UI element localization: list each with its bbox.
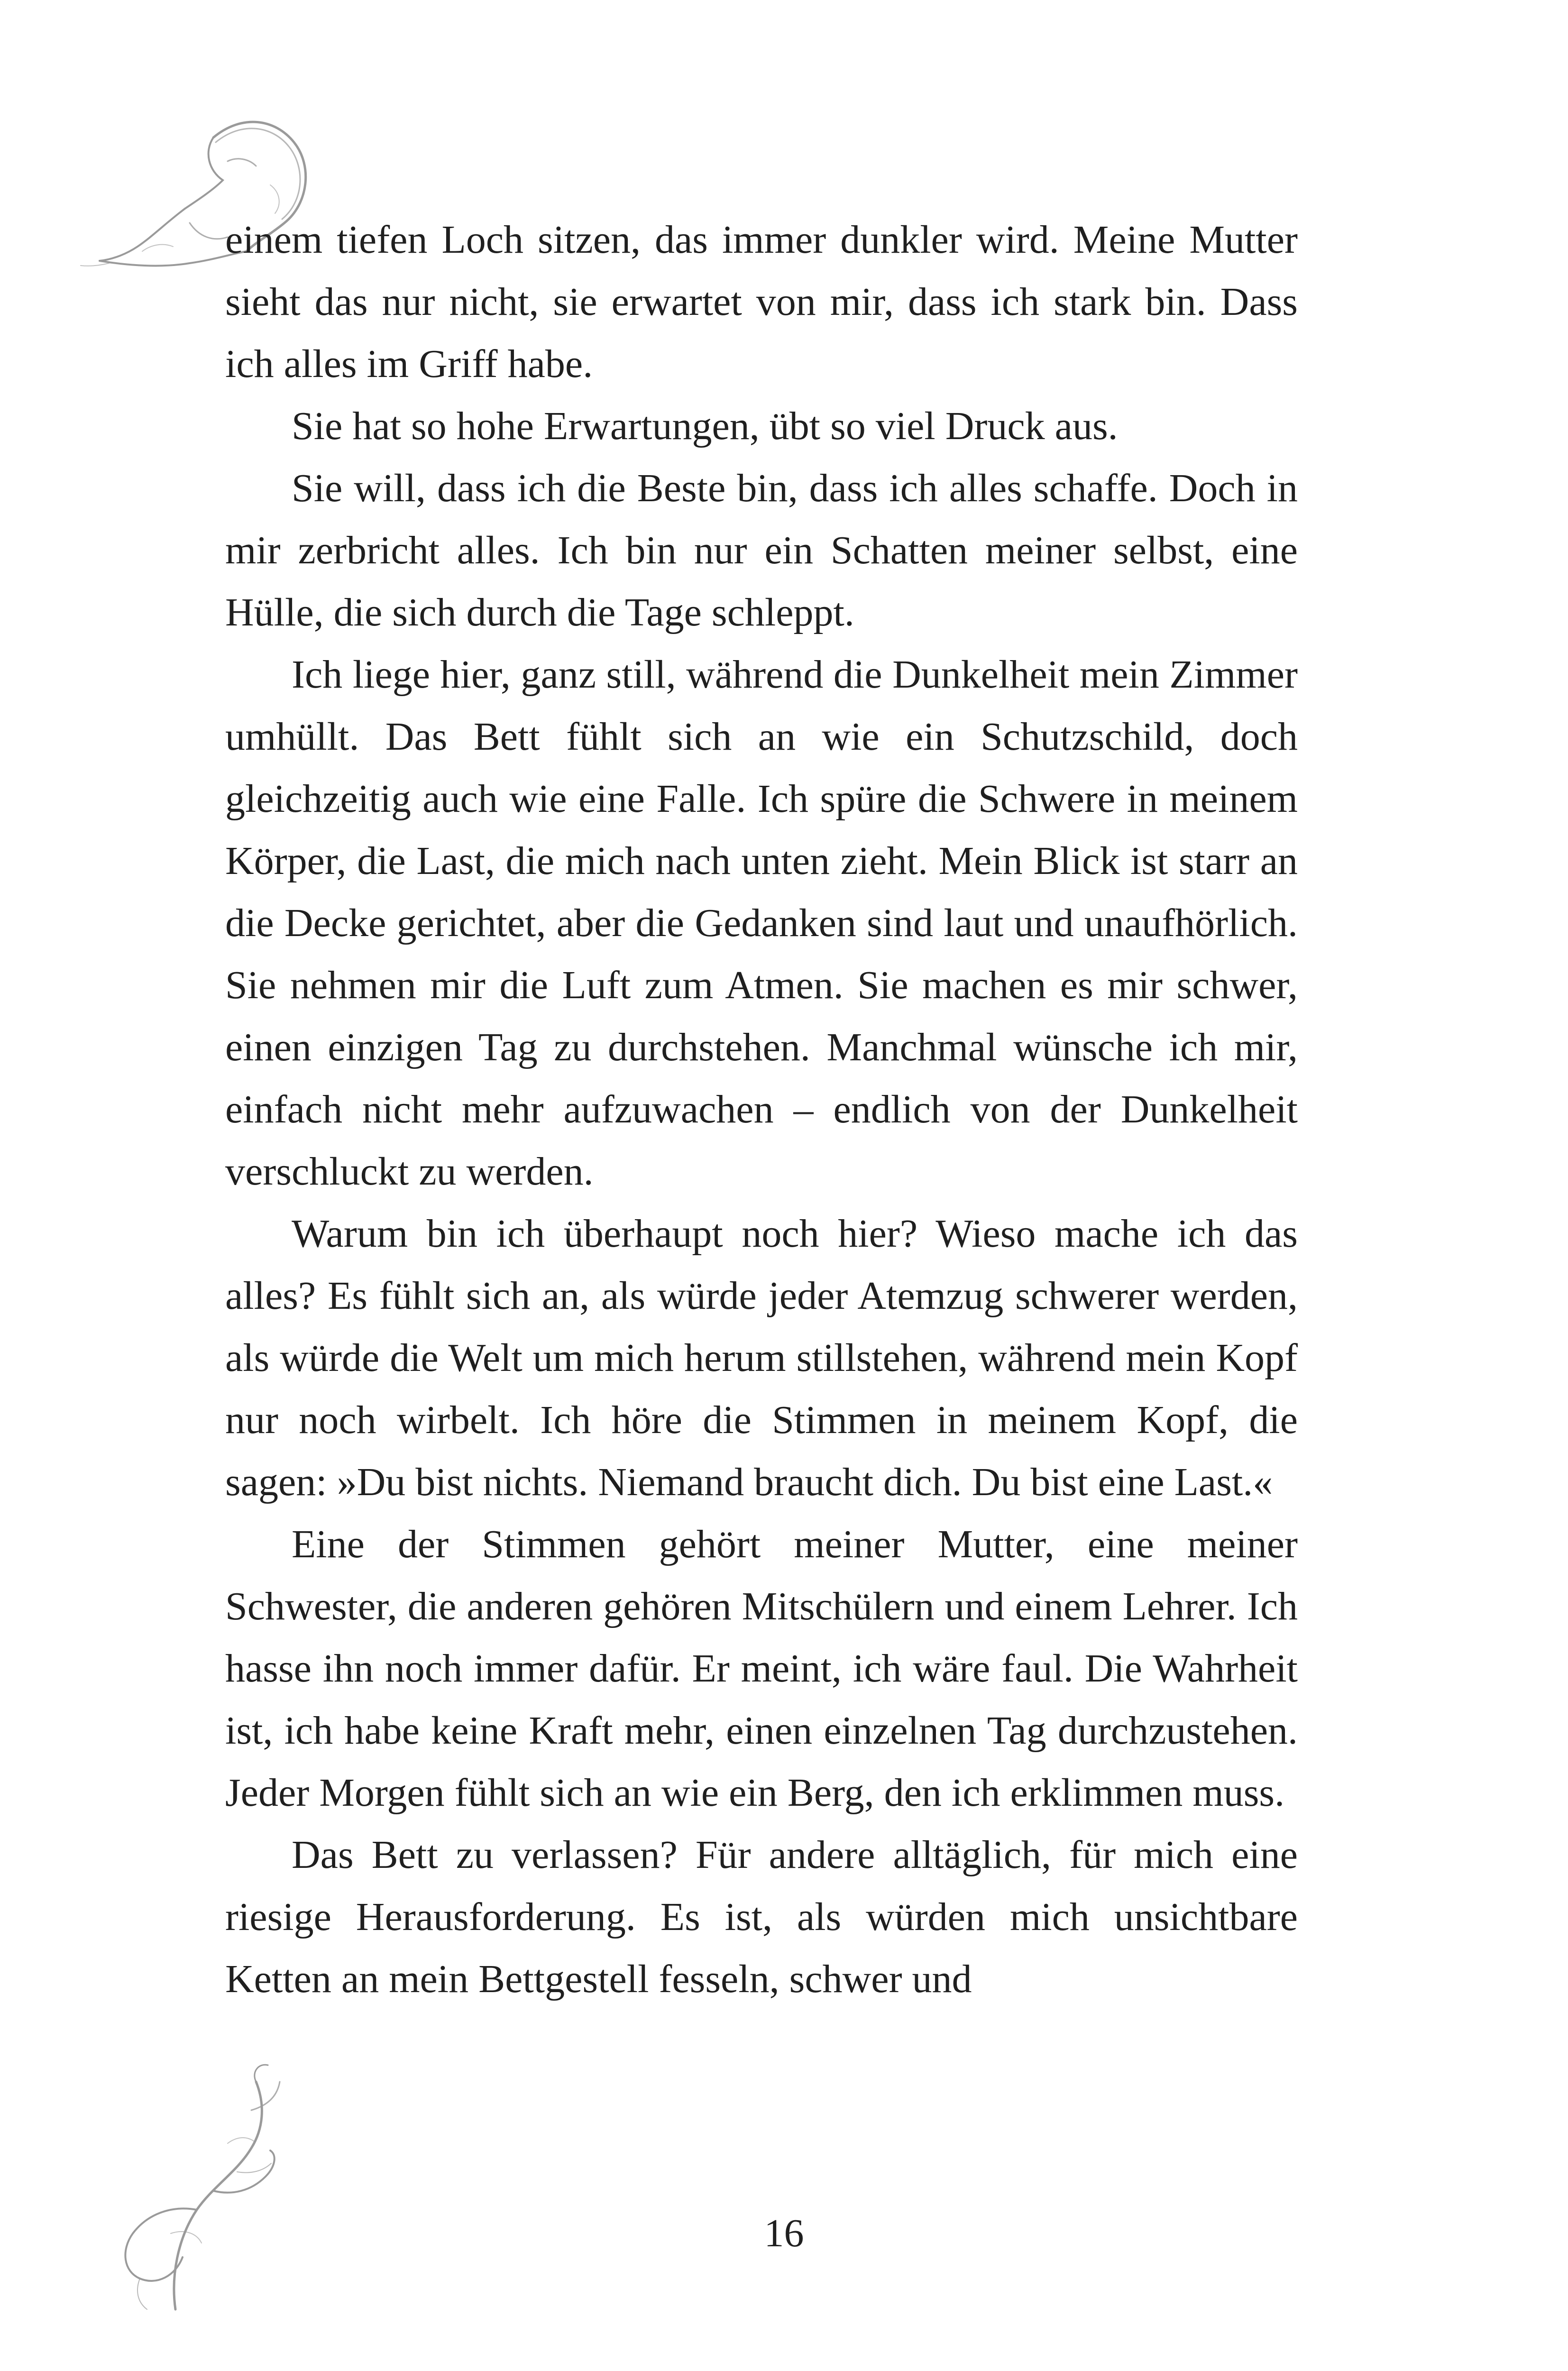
paragraph: einem tiefen Loch sitzen, das immer dunkler wird. Meine Mutter sieht das nur nicht, sie erwartet von mir, dass ich stark bin. Dass ich alles im Griff habe. bbox=[225, 218, 1298, 386]
paragraph: Das Bett zu verlassen? Für andere alltäglich, für mich eine riesige Herausforderung. Es ist, als würden mich unsichtbare Ketten an mein Bettgestell fesseln, schwer und bbox=[225, 1833, 1298, 2001]
paragraph: Sie will, dass ich die Beste bin, dass ich alles schaffe. Doch in mir zerbricht alles. Ich bin nur ein Schatten meiner selbst, eine Hülle, die sich durch die Tage schleppt. bbox=[225, 466, 1298, 634]
paragraph: Eine der Stimmen gehört meiner Mutter, eine meiner Schwester, die anderen gehören Mitschülern und einem Lehrer. Ich hasse ihn noch immer dafür. Er meint, ich wäre faul. Die Wahrheit ist, ich habe keine Kraft mehr, einen einzelnen Tag durchzustehen. Jeder Morgen fühlt sich an wie ein Berg, den ich erklimmen muss. bbox=[225, 1522, 1298, 1815]
paragraph: Warum bin ich überhaupt noch hier? Wieso mache ich das alles? Es fühlt sich an, als würde jeder Atemzug schwerer werden, als würde die Welt um mich herum stillstehen, während mein Kopf nur noch wirbelt. Ich höre die Stimmen in meinem Kopf, die sagen: »Du bist nichts. Niemand braucht dich. Du bist eine Last.« bbox=[225, 1212, 1298, 1504]
vine-flourish-bottom bbox=[95, 2053, 341, 2319]
page-number: 16 bbox=[764, 2211, 804, 2255]
body-text bbox=[225, 209, 1298, 2010]
paragraph: Sie hat so hohe Erwartungen, übt so viel Druck aus. bbox=[292, 404, 1118, 448]
paragraph: Ich liege hier, ganz still, während die Dunkelheit mein Zimmer umhüllt. Das Bett fühlt sich an wie ein Schutzschild, doch gleichzeitig auch wie eine Falle. Ich spüre die Schwere in meinem Körper, die Last, die mich nach unten zieht. Mein Blick ist starr an die Decke gerichtet, aber die Gedanken sind laut und unaufhörlich. Sie nehmen mir die Luft zum Atmen. Sie machen es mir schwer, einen einzigen Tag zu durchstehen. Manchmal wünsche ich mir, einfach nicht mehr aufzuwachen – endlich von der Dunkelheit verschluckt zu werden. bbox=[225, 652, 1298, 1194]
